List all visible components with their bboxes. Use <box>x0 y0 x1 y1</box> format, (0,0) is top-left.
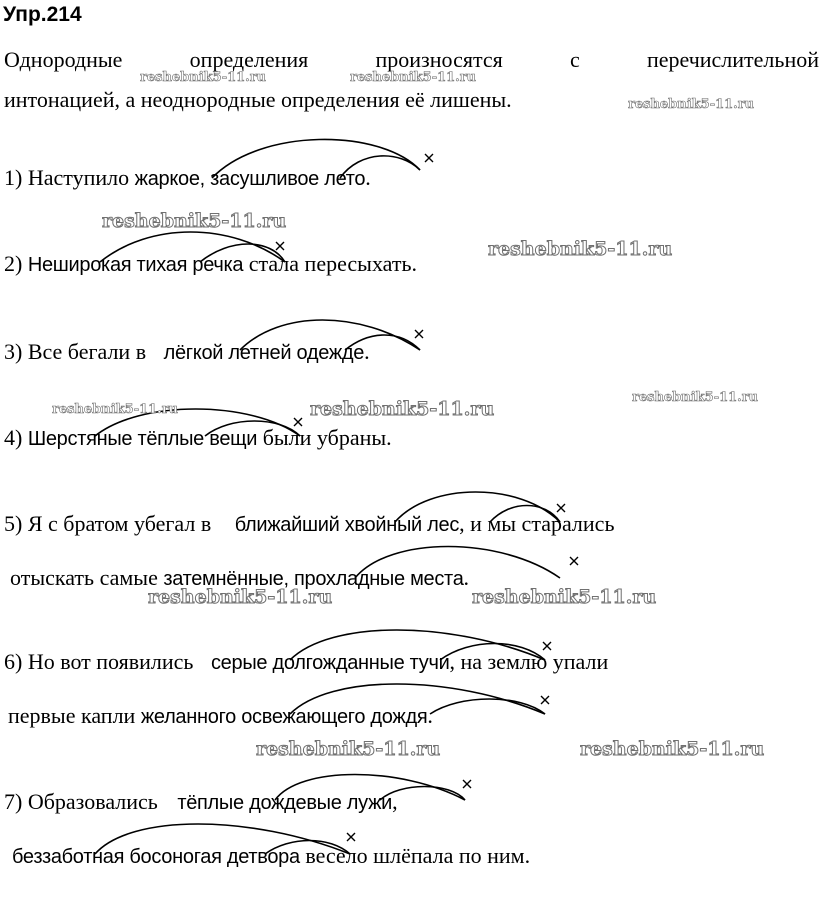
watermark: reshebnik5-11.ru <box>310 398 495 420</box>
definitions-phrase: тёплые дождевые лужи <box>177 792 393 814</box>
watermark: reshebnik5-11.ru <box>256 738 441 760</box>
definitions-phrase: серые долгожданные тучи <box>210 652 450 674</box>
sentence-text-after: стала пересыхать. <box>248 251 418 276</box>
sentence-text-after: , на землю упали <box>449 649 609 674</box>
cross-mark <box>541 696 549 704</box>
rule-line-1: Однородные определения произносятся с перечислительной <box>4 47 819 72</box>
cross-mark <box>463 780 471 788</box>
cross-mark <box>415 330 423 338</box>
rule-line-2: интонацией, а неоднородные определения её лишены. <box>4 87 512 112</box>
sentence-5 <box>4 510 614 539</box>
definitions-phrase: ближайший хвойный лес <box>234 514 460 536</box>
sentence-number: 6) <box>4 649 23 674</box>
sentence-6 <box>4 648 608 677</box>
cross-mark <box>425 154 433 162</box>
definitions-phrase: затемнённые, прохладные места <box>163 568 464 590</box>
watermark: reshebnik5-11.ru <box>628 97 755 112</box>
sentence-6-cont <box>8 702 433 731</box>
sentence-text-before: Наступило <box>27 165 130 190</box>
sentence-number: 4) <box>4 425 23 450</box>
cross-mark <box>347 833 355 841</box>
definitions-phrase: Неширокая тихая речка <box>27 254 244 276</box>
watermark: reshebnik5-11.ru <box>140 70 267 85</box>
sentence-number: 2) <box>4 251 23 276</box>
sentence-text-before: Но вот появились <box>27 649 194 674</box>
definitions-phrase: желанного освежающего дождя <box>140 706 428 728</box>
watermark: reshebnik5-11.ru <box>472 586 657 608</box>
sentence-number: 5) <box>4 511 23 536</box>
watermark: reshebnik5-11.ru <box>632 390 759 405</box>
sentence-text-before: Все бегали в <box>27 339 147 364</box>
sentence-text-before: Я с братом убегал в <box>27 511 212 536</box>
sentence-text-before: отыскать самые <box>10 565 158 590</box>
watermark: reshebnik5-11.ru <box>580 738 765 760</box>
watermark: reshebnik5-11.ru <box>102 210 287 232</box>
cross-mark <box>570 557 578 565</box>
sentence-text-after: , и мы старались <box>459 511 615 536</box>
sentence-7 <box>4 788 398 817</box>
sentence-4 <box>4 424 392 453</box>
watermark: reshebnik5-11.ru <box>350 70 477 85</box>
sentence-text-after: . <box>463 565 470 590</box>
cross-mark <box>276 242 284 250</box>
sentence-text-after: . <box>364 339 370 364</box>
sentence-7-cont <box>12 842 530 871</box>
sentence-3 <box>4 338 370 367</box>
sentence-number: 3) <box>4 339 23 364</box>
sentence-text-after: были убраны. <box>262 425 392 450</box>
definitions-phrase: Шерстяные тёплые вещи <box>27 428 258 450</box>
watermark: reshebnik5-11.ru <box>52 402 179 417</box>
sentence-1 <box>4 164 371 193</box>
sentence-text-after: . <box>365 165 371 190</box>
exercise-title: Упр.214 <box>3 3 82 26</box>
watermark: reshebnik5-11.ru <box>488 238 673 260</box>
sentence-number: 1) <box>4 165 23 190</box>
sentence-2 <box>4 250 417 279</box>
definitions-phrase: беззаботная босоногая детвора <box>12 846 300 868</box>
sentence-number: 7) <box>4 789 23 814</box>
watermark: reshebnik5-11.ru <box>148 586 333 608</box>
definitions-phrase: лёгкой летней одежде <box>163 342 365 364</box>
definitions-phrase: жаркое, засушливое лето <box>134 168 366 190</box>
sentence-text-before: Образовались <box>27 789 158 814</box>
sentence-text-after: весело шлёпала по ним. <box>305 843 531 868</box>
arc <box>430 699 545 714</box>
sentence-text-after: , <box>392 789 398 814</box>
sentence-text-before: первые капли <box>8 703 136 728</box>
sentence-text-after: . <box>427 703 433 728</box>
